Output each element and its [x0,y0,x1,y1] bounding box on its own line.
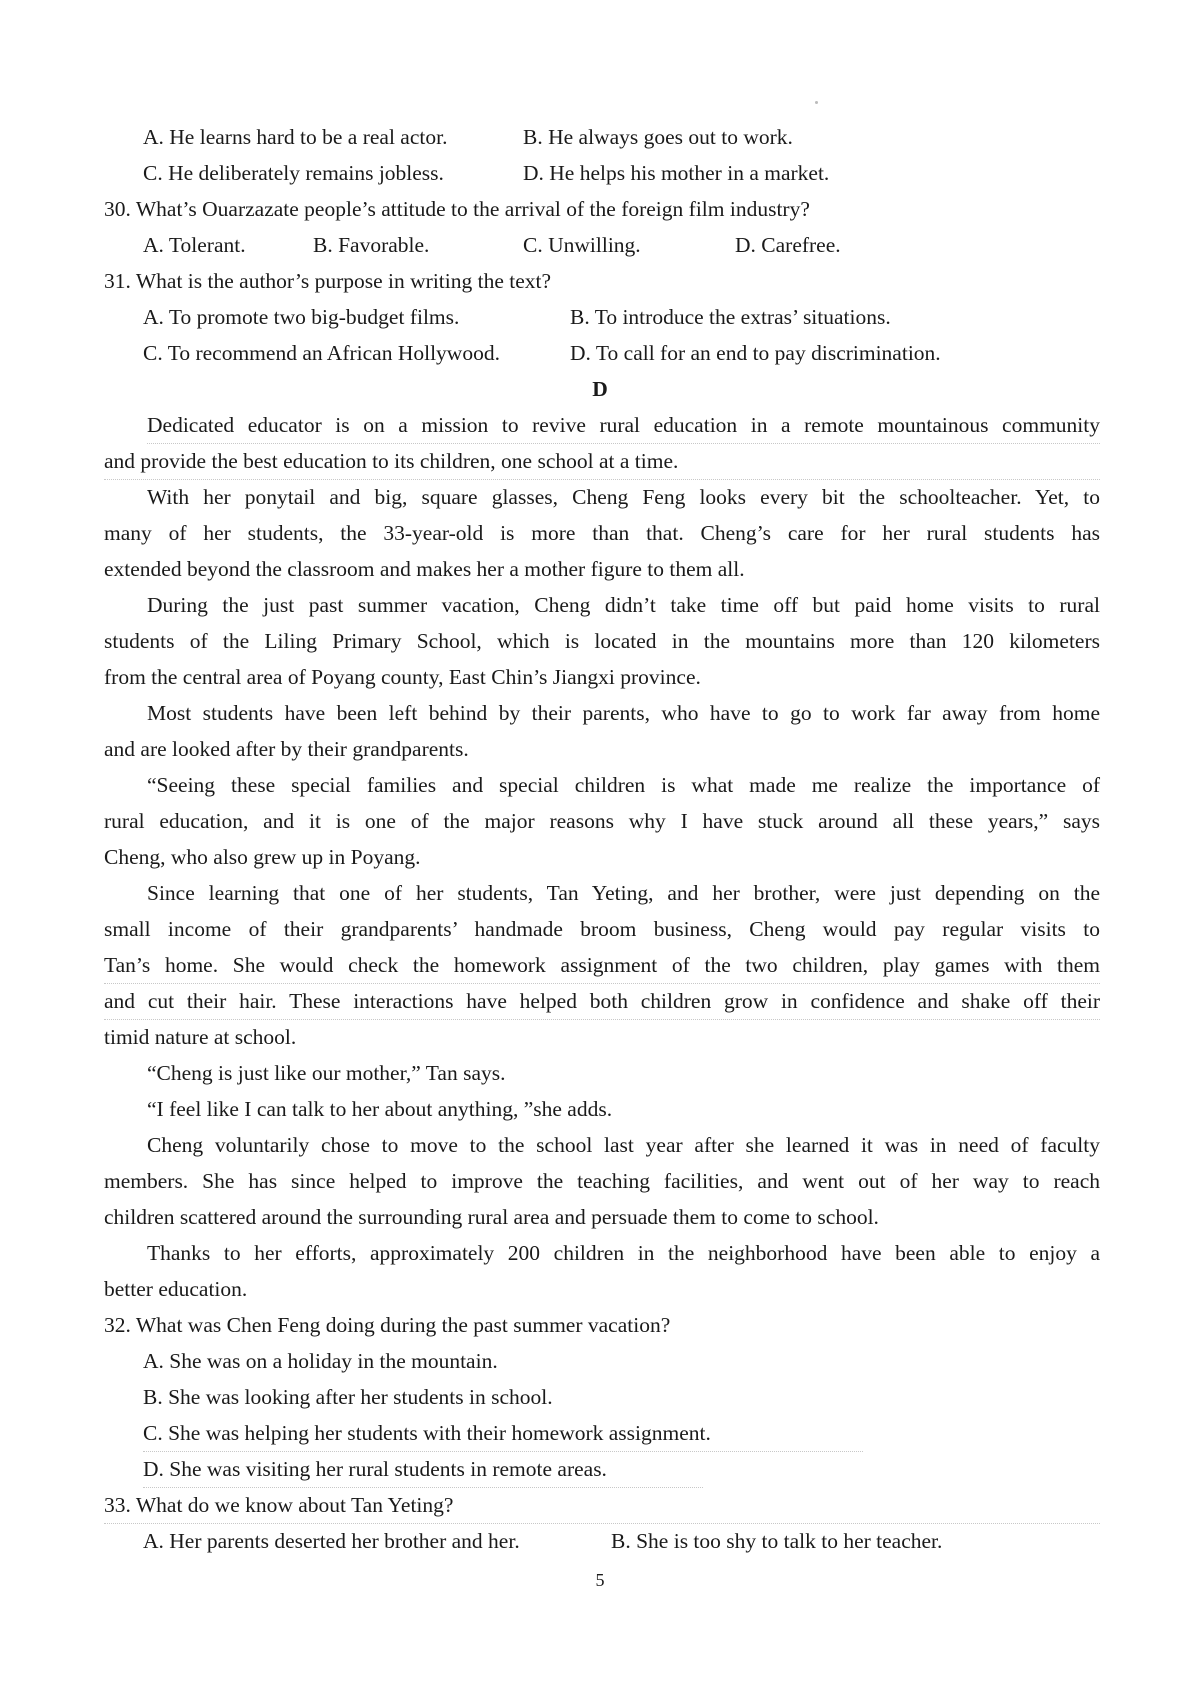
passage-p9-line1: Cheng voluntarily chose to move to the school last year after she learned it was in need of faculty [147,1133,1100,1157]
passage-p4-line1: Most students have been left behind by their parents, who have to go to work far away from home [147,701,1100,725]
passage-p6-line5: timid nature at school. [104,1025,297,1049]
passage-p5-line1: “Seeing these special families and special children is what made me realize the importance of [147,773,1100,797]
q32-option-c: C. She was helping her students with their homework assignment. [143,1415,863,1452]
passage-p7-line1: “Cheng is just like our mother,” Tan says. [147,1061,506,1085]
q31-options-row2 [143,335,1139,371]
passage-p10-line2: better education. [104,1277,248,1301]
q29-option-a: A. He learns hard to be a real actor. [143,125,448,149]
q29-option-b: B. He always goes out to work. [523,125,793,149]
passage-p6-line3: Tan’s home. She would check the homework assignment of the two children, play games with them [104,947,1100,984]
q29-options-row1 [143,119,1139,155]
q33-options [143,1523,1139,1559]
q30-question: 30. What’s Ouarzazate people’s attitude to the arrival of the foreign film industry? [104,197,810,221]
passage-p6-line2: small income of their grandparents’ handmade broom business, Cheng would pay regular visits to [104,917,1100,941]
scan-speck [815,101,818,104]
passage-p3-line1: During the just past summer vacation, Cheng didn’t take time off but paid home visits to rural [147,593,1100,617]
q30-option-c: C. Unwilling. [523,233,641,257]
passage-p4-line2: and are looked after by their grandparents. [104,737,469,761]
q32-option-d: D. She was visiting her rural students in remote areas. [143,1451,703,1488]
q31-option-b: B. To introduce the extras’ situations. [570,305,891,329]
q33-option-a: A. Her parents deserted her brother and her. [143,1529,520,1553]
q32-question: 32. What was Chen Feng doing during the past summer vacation? [104,1313,671,1337]
q32-option-b: B. She was looking after her students in school. [143,1385,553,1409]
page-number: 5 [595,1570,605,1590]
q33-question: 33. What do we know about Tan Yeting? [104,1487,1100,1524]
q30-options [143,227,1139,263]
section-heading: D [592,377,608,401]
q31-question: 31. What is the author’s purpose in writing the text? [104,269,552,293]
passage-p5-line2: rural education, and it is one of the major reasons why I have stuck around all these years,” says [104,809,1100,833]
passage-p1-line1: Dedicated educator is on a mission to revive rural education in a remote mountainous community [147,407,1100,444]
q31-options-row1 [143,299,1139,335]
passage-p5-line3: Cheng, who also grew up in Poyang. [104,845,421,869]
passage-p1-line2: and provide the best education to its children, one school at a time. [104,443,1100,480]
passage-p8-line1: “I feel like I can talk to her about anything, ”she adds. [147,1097,613,1121]
q29-option-d: D. He helps his mother in a market. [523,161,830,185]
passage-p6-line4: and cut their hair. These interactions have helped both children grow in confidence and shake off their [104,983,1100,1020]
passage-p10-line1: Thanks to her efforts, approximately 200 children in the neighborhood have been able to enjoy a [147,1241,1100,1265]
passage-p2-line2: many of her students, the 33-year-old is more than that. Cheng’s care for her rural students has [104,521,1100,545]
q30-option-d: D. Carefree. [735,233,841,257]
q30-option-b: B. Favorable. [313,233,430,257]
passage-p9-line3: children scattered around the surrounding rural area and persuade them to come to school. [104,1205,879,1229]
passage-p2-line1: With her ponytail and big, square glasses, Cheng Feng looks every bit the schoolteacher. Yet, to [147,485,1100,509]
q31-option-a: A. To promote two big-budget films. [143,305,460,329]
q32-option-a: A. She was on a holiday in the mountain. [143,1349,498,1373]
q33-option-b: B. She is too shy to talk to her teacher. [611,1529,943,1553]
passage-p2-line3: extended beyond the classroom and makes her a mother figure to them all. [104,557,745,581]
q29-option-c: C. He deliberately remains jobless. [143,161,444,185]
q31-option-d: D. To call for an end to pay discrimination. [570,341,941,365]
passage-p3-line3: from the central area of Poyang county, East Chin’s Jiangxi province. [104,665,701,689]
q29-options-row2 [143,155,1139,191]
q30-option-a: A. Tolerant. [143,233,246,257]
passage-p9-line2: members. She has since helped to improve the teaching facilities, and went out of her way to reach [104,1169,1100,1193]
passage-p6-line1: Since learning that one of her students, Tan Yeting, and her brother, were just depending on the [147,881,1100,905]
passage-p3-line2: students of the Liling Primary School, which is located in the mountains more than 120 kilometers [104,629,1100,653]
q31-option-c: C. To recommend an African Hollywood. [143,341,500,365]
